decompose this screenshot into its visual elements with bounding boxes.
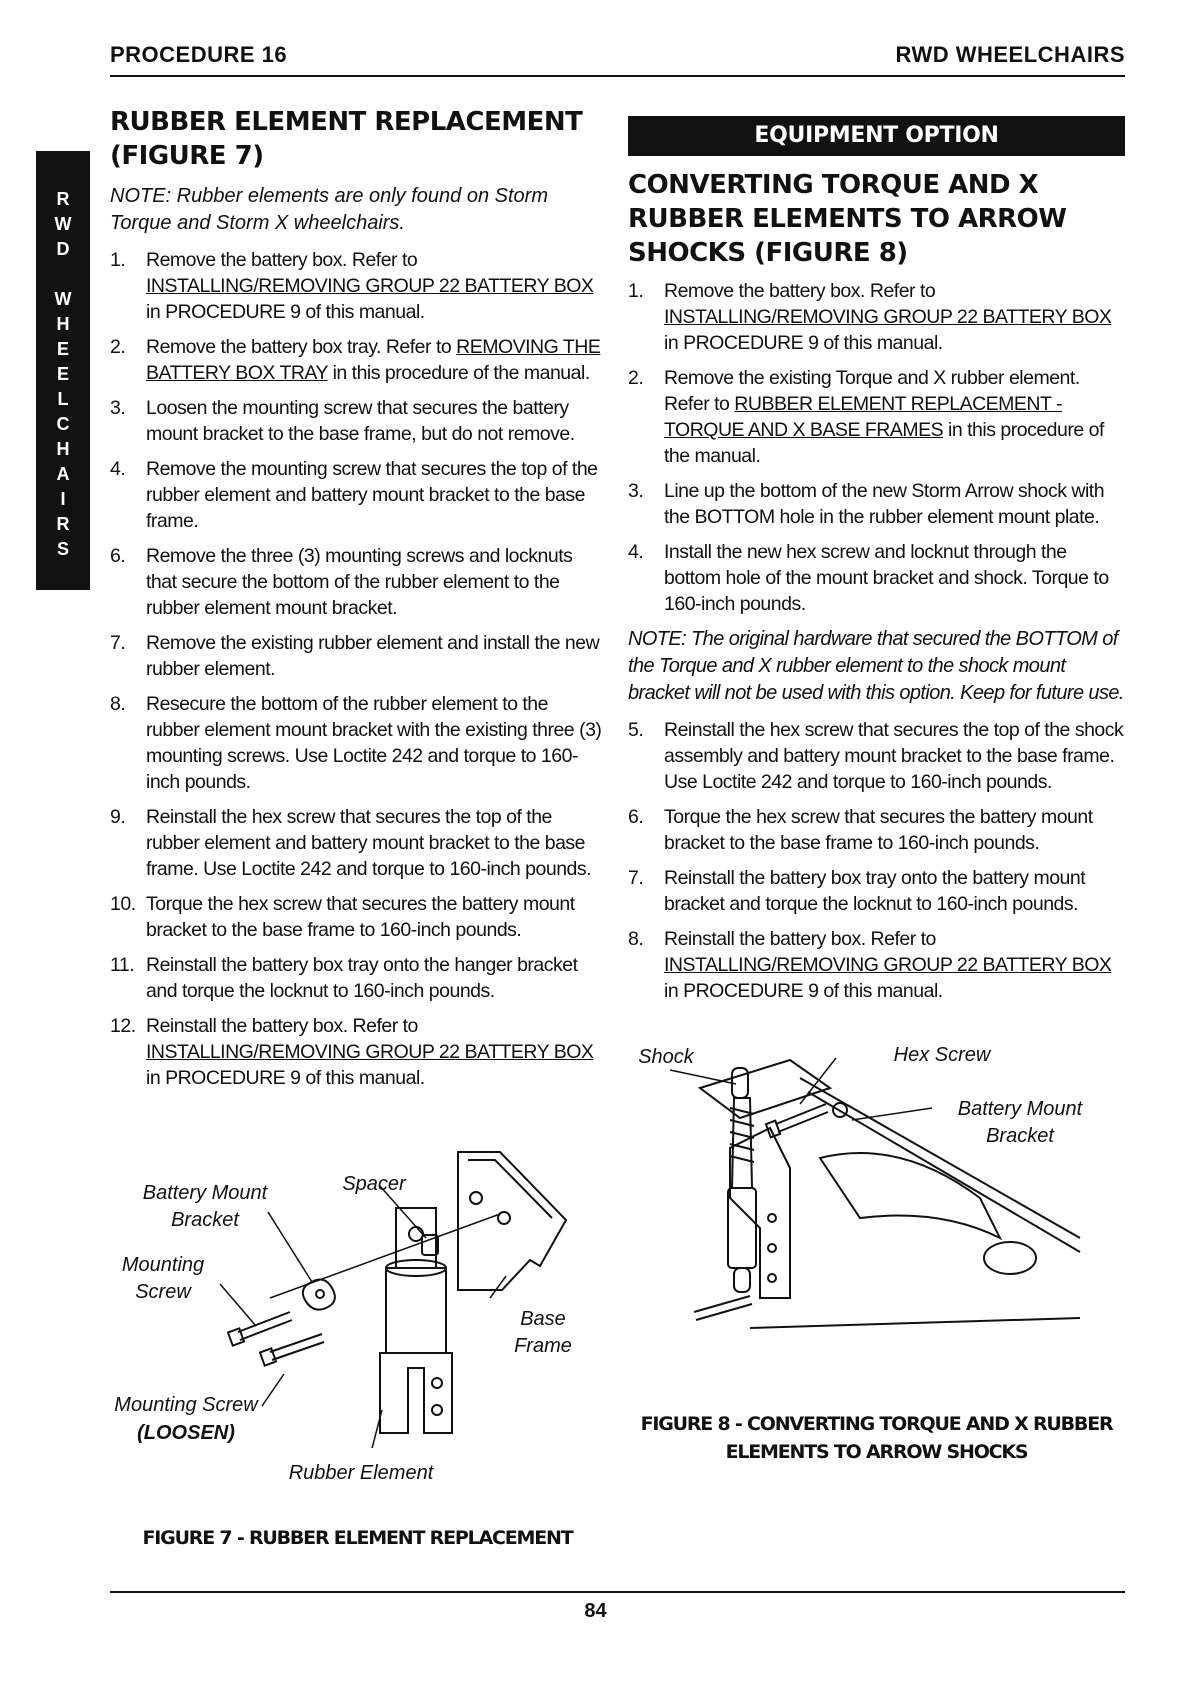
bracket-hole-2 — [768, 1244, 776, 1252]
step-cross-reference-link[interactable]: INSTALLING/REMOVING GROUP 22 BATTERY BOX — [146, 1041, 594, 1063]
step-text: Reinstall the battery box. Refer to — [146, 1015, 418, 1037]
figure-8-caption — [628, 1410, 1125, 1466]
step-number: 12. — [110, 1015, 136, 1037]
step-text: Resecure the bottom of the rubber element to the rubber element mount bracket with the existing three (3) mounting screws. Use Loctite 242 and torque to 160-inch pounds. — [146, 693, 602, 793]
step-cross-reference-link[interactable]: RUBBER ELEMENT REPLACEMENT - TORQUE AND X BASE FRAMES — [664, 393, 1062, 441]
callout-rubber-element: Rubber Element — [288, 1462, 434, 1484]
bracket-hole-2 — [432, 1405, 442, 1415]
step-item — [628, 478, 1125, 530]
step-item — [628, 717, 1125, 795]
left-title — [110, 105, 605, 173]
step-text: Reinstall the hex screw that secures the top of the shock assembly and battery mount bracket to the base frame. Use Loctite 242 and torque to 160-inch pounds. — [664, 719, 1124, 793]
bracket-hole-1 — [432, 1378, 442, 1388]
mounting-screw-2 — [270, 1334, 324, 1360]
right-note: NOTE: The original hardware that secured the BOTTOM of the Torque and X rubber element to the shock mount bracket will not be used with this option. Keep for future use. — [628, 628, 1124, 704]
frame-rail-lower — [750, 1318, 1080, 1328]
leader-mounting-screw — [220, 1284, 256, 1326]
left-note: NOTE: Rubber elements are only found on Storm Torque and Storm X wheelchairs. — [110, 185, 548, 234]
rubber-element-body — [386, 1268, 446, 1353]
side-tab-letter: W — [54, 289, 72, 309]
step-text: Remove the mounting screw that secures the top of the rubber element and battery mount bracket to the base frame. — [146, 458, 598, 532]
step-item — [628, 365, 1125, 469]
hex-screw — [776, 1104, 828, 1132]
header-rule — [110, 75, 1125, 77]
callout-mounting-screw: Mounting Screw — [121, 1254, 205, 1303]
step-number: 7. — [110, 632, 126, 654]
leader-shock — [670, 1070, 736, 1084]
step-number: 3. — [110, 397, 126, 419]
callout-base-frame: Base Frame — [514, 1308, 572, 1357]
right-title-line2: RUBBER ELEMENTS TO ARROW — [628, 204, 1067, 234]
side-tab-letter: S — [56, 539, 69, 559]
step-number: 2. — [110, 336, 126, 358]
step-text: in this procedure of the manual. — [327, 362, 590, 384]
step-item — [110, 630, 605, 682]
step-item — [628, 926, 1125, 1004]
step-item — [110, 334, 605, 386]
step-item — [110, 395, 605, 447]
step-cross-reference-link[interactable]: REMOVING THE BATTERY BOX TRAY — [146, 336, 601, 384]
step-text: Torque the hex screw that secures the battery mount bracket to the base frame to 160-inch pounds. — [146, 893, 575, 941]
side-tab-rwd-wheelchairs — [36, 151, 90, 590]
rubber-element-bracket — [380, 1353, 452, 1433]
header-section: RWD WHEELCHAIRS — [895, 42, 1125, 67]
step-item — [110, 891, 605, 943]
step-text: Remove the battery box tray. Refer to — [146, 336, 457, 358]
shock-mount-bracket — [730, 1128, 790, 1298]
side-tab-letter: E — [56, 339, 69, 359]
side-tab-letter: W — [54, 214, 72, 234]
left-column — [110, 105, 605, 1100]
step-text: Remove the battery box. Refer to — [664, 280, 936, 302]
base-frame-edge — [468, 1160, 552, 1218]
step-item — [628, 865, 1125, 917]
side-tab-letter: A — [56, 464, 70, 484]
step-item — [110, 247, 605, 325]
page-number: 84 — [584, 1600, 607, 1622]
shock-bottom-eye — [734, 1268, 750, 1292]
step-item — [628, 804, 1125, 856]
battery-mount-bracket-shape — [303, 1279, 335, 1309]
battery-mount-bracket-hole — [316, 1290, 324, 1298]
side-tab-letter: E — [56, 364, 69, 384]
step-number: 10. — [110, 893, 136, 915]
step-text: Loosen the mounting screw that secures the battery mount bracket to the base frame, but do not remove. — [146, 397, 575, 445]
step-text: Line up the bottom of the new Storm Arrow shock with the BOTTOM hole in the rubber element mount plate. — [664, 480, 1105, 528]
step-text: Install the new hex screw and locknut through the bottom hole of the mount bracket and shock. Torque to 160-inch pounds. — [664, 541, 1109, 615]
leader-battery-mount-bracket — [268, 1212, 312, 1282]
bracket-hole-3 — [768, 1274, 776, 1282]
left-steps — [110, 247, 605, 1091]
right-title-line1: CONVERTING TORQUE AND X — [628, 170, 1039, 200]
figure-8-caption-line2: ELEMENTS TO ARROW SHOCKS — [725, 1441, 1028, 1463]
step-item — [110, 691, 605, 795]
side-tab-letter: R — [56, 189, 70, 209]
cross-tube — [820, 1153, 1000, 1238]
step-text: Remove the existing rubber element and install the new rubber element. — [146, 632, 600, 680]
step-cross-reference-link[interactable]: INSTALLING/REMOVING GROUP 22 BATTERY BOX — [664, 954, 1112, 976]
step-number: 4. — [110, 458, 126, 480]
step-text: in PROCEDURE 9 of this manual. — [146, 1067, 425, 1089]
step-item — [110, 1013, 605, 1091]
header-procedure: PROCEDURE 16 — [110, 42, 288, 67]
side-tab-letter: I — [60, 489, 66, 509]
step-number: 1. — [628, 280, 644, 302]
step-text: Remove the battery box. Refer to — [146, 249, 418, 271]
step-number: 1. — [110, 249, 126, 271]
bracket-hole-1 — [768, 1214, 776, 1222]
callout-spacer: Spacer — [342, 1173, 406, 1195]
right-title — [628, 168, 1125, 270]
cross-tube-end — [984, 1242, 1036, 1274]
step-text: in PROCEDURE 9 of this manual. — [664, 980, 943, 1002]
step-text: in PROCEDURE 9 of this manual. — [664, 332, 943, 354]
right-title-line3: SHOCKS (FIGURE 8) — [628, 238, 908, 268]
step-item — [110, 952, 605, 1004]
side-tab-letter: R — [56, 514, 70, 534]
step-text: in this procedure of the manual. — [664, 419, 1104, 467]
step-text: in PROCEDURE 9 of this manual. — [146, 301, 425, 323]
side-tab-letter: H — [56, 314, 70, 334]
step-text: Reinstall the battery box tray onto the hanger bracket and torque the locknut to 160-inch pounds. — [146, 954, 578, 1002]
step-item — [110, 804, 605, 882]
figure-7-caption: FIGURE 7 - RUBBER ELEMENT REPLACEMENT — [142, 1527, 573, 1549]
step-number: 5. — [628, 719, 644, 741]
step-number: 6. — [628, 806, 644, 828]
step-text: Remove the existing Torque and X rubber element. Refer to — [664, 367, 1080, 415]
right-steps-a — [628, 278, 1125, 617]
callout-shock: Shock — [638, 1046, 694, 1068]
step-text: Torque the hex screw that secures the battery mount bracket to the base frame to 160-inch pounds. — [664, 806, 1093, 854]
side-tab-letter: D — [56, 239, 70, 259]
side-tab-letter: L — [57, 389, 69, 409]
side-tab-letter — [36, 262, 90, 287]
step-number: 2. — [628, 367, 644, 389]
mounting-screw-1 — [238, 1312, 292, 1340]
step-item — [110, 456, 605, 534]
step-number: 8. — [110, 693, 126, 715]
callout-loosen: (LOOSEN) — [137, 1422, 235, 1444]
step-number: 7. — [628, 867, 644, 889]
bottom-screw — [694, 1296, 752, 1320]
figure-8-caption-line1: FIGURE 8 - CONVERTING TORQUE AND X RUBBER — [640, 1413, 1113, 1435]
side-tab-letter: C — [56, 414, 70, 434]
step-text: Reinstall the hex screw that secures the top of the rubber element and battery mount bracket to the base frame. Use Loctite 242 and torque to 160-inch pounds. — [146, 806, 592, 880]
step-number: 8. — [628, 928, 644, 950]
footer-rule — [110, 1591, 1125, 1593]
step-number: 4. — [628, 541, 644, 563]
step-number: 11. — [110, 954, 135, 976]
step-text: Remove the three (3) mounting screws and locknuts that secure the bottom of the rubber element to the rubber element mount bracket. — [146, 545, 573, 619]
equipment-option-banner: EQUIPMENT OPTION — [628, 116, 1125, 156]
step-cross-reference-link[interactable]: INSTALLING/REMOVING GROUP 22 BATTERY BOX — [146, 275, 594, 297]
step-item — [628, 278, 1125, 356]
callout-battery-mount-bracket-fig8: Battery Mount Bracket — [957, 1098, 1083, 1147]
step-item — [110, 543, 605, 621]
callout-battery-mount-bracket: Battery Mount Bracket — [142, 1182, 268, 1231]
step-item — [628, 539, 1125, 617]
left-title-line2: (FIGURE 7) — [110, 141, 264, 171]
callout-hex-screw: Hex Screw — [893, 1044, 991, 1066]
callout-mounting-screw-loosen: Mounting Screw — [114, 1394, 258, 1416]
step-number: 3. — [628, 480, 644, 502]
step-text: Reinstall the battery box tray onto the battery mount bracket and torque the locknut to 160-inch pounds. — [664, 867, 1086, 915]
step-number: 6. — [110, 545, 126, 567]
step-number: 9. — [110, 806, 126, 828]
right-column — [628, 116, 1125, 1013]
right-steps-b — [628, 717, 1125, 1004]
base-frame-hole-1 — [470, 1192, 482, 1204]
step-text: Reinstall the battery box. Refer to — [664, 928, 936, 950]
left-title-line1: RUBBER ELEMENT REPLACEMENT — [110, 107, 583, 137]
rubber-element-tab-hole — [409, 1227, 423, 1241]
base-frame-shape — [458, 1152, 566, 1290]
side-tab-letter: H — [56, 439, 70, 459]
step-cross-reference-link[interactable]: INSTALLING/REMOVING GROUP 22 BATTERY BOX — [664, 306, 1112, 328]
